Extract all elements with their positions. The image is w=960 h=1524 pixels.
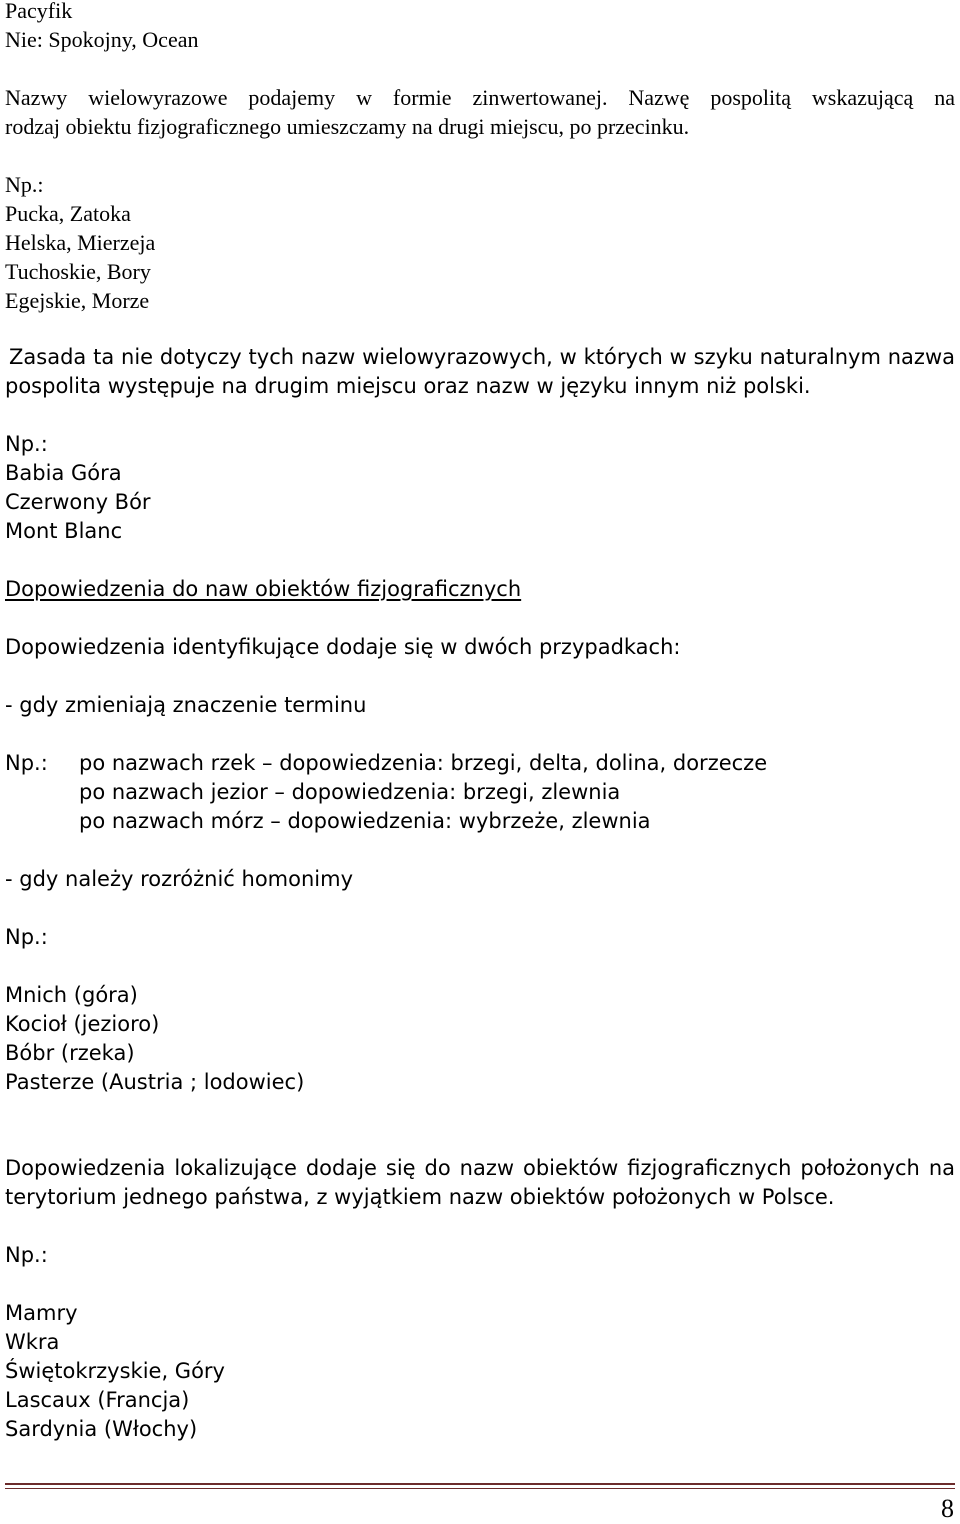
example-item: Mont Blanc xyxy=(5,519,123,543)
paragraph-line: rodzaj obiektu fizjograficznego umieszczamy na drugi miejscu, po przecinku. xyxy=(5,114,690,139)
text-line: Nie: Spokojny, Ocean xyxy=(5,27,199,52)
text-line: Pacyfik xyxy=(5,0,73,23)
section-intro: Dopowiedzenia identyfikujące dodaje się w dwóch przypadkach: xyxy=(5,635,681,659)
paragraph-line: pospolita występuje na drugim miejscu oraz nazw w języku innym niż polski. xyxy=(5,374,811,398)
paragraph-line: Dopowiedzenia lokalizujące dodaje się do nazw obiektów fizjograficznych położonych na xyxy=(5,1156,955,1180)
example-item: Czerwony Bór xyxy=(5,490,151,514)
example-label: Np.: xyxy=(5,172,44,197)
example-item: Bóbr (rzeka) xyxy=(5,1041,135,1065)
case-heading: - gdy zmieniają znaczenie terminu xyxy=(5,693,367,717)
paragraph-line: Nazwy wielowyrazowe podajemy w formie zinwertowanej. Nazwę pospolitą wskazującą na xyxy=(5,85,955,110)
footer-divider xyxy=(5,1488,955,1489)
example-item: Tuchoskie, Bory xyxy=(5,259,151,284)
case-heading: - gdy należy rozróżnić homonimy xyxy=(5,867,354,891)
example-item: Kocioł (jezioro) xyxy=(5,1012,160,1036)
footer-divider xyxy=(5,1483,955,1485)
example-item: po nazwach mórz – dopowiedzenia: wybrzeże, zlewnia xyxy=(79,809,651,833)
example-item: Helska, Mierzeja xyxy=(5,230,156,255)
example-item: Pasterze (Austria ; lodowiec) xyxy=(5,1070,305,1094)
section-heading: Dopowiedzenia do naw obiektów fizjograficznych xyxy=(5,577,522,601)
example-item: Lascaux (Francja) xyxy=(5,1388,190,1412)
example-item: po nazwach jezior – dopowiedzenia: brzegi, zlewnia xyxy=(79,780,621,804)
example-label: Np.: xyxy=(5,925,48,949)
example-item: Babia Góra xyxy=(5,461,122,485)
example-item: Sardynia (Włochy) xyxy=(5,1417,198,1441)
example-item: Wkra xyxy=(5,1330,60,1354)
example-item: Egejskie, Morze xyxy=(5,288,150,313)
example-item: Mamry xyxy=(5,1301,78,1325)
example-item: po nazwach rzek – dopowiedzenia: brzegi, delta, dolina, dorzecze xyxy=(79,751,768,775)
example-item: Mnich (góra) xyxy=(5,983,138,1007)
example-item: Świętokrzyskie, Góry xyxy=(5,1359,225,1383)
paragraph-line: terytorium jednego państwa, z wyjątkiem nazw obiektów położonych w Polsce. xyxy=(5,1185,835,1209)
example-item: Pucka, Zatoka xyxy=(5,201,131,226)
page-number: 8 xyxy=(941,1494,954,1523)
example-label: Np.: xyxy=(5,432,48,456)
example-label: Np.: xyxy=(5,751,48,775)
example-label: Np.: xyxy=(5,1243,48,1267)
paragraph-line: Zasada ta nie dotyczy tych nazw wielowyrazowych, w których w szyku naturalnym nazwa xyxy=(9,345,955,369)
